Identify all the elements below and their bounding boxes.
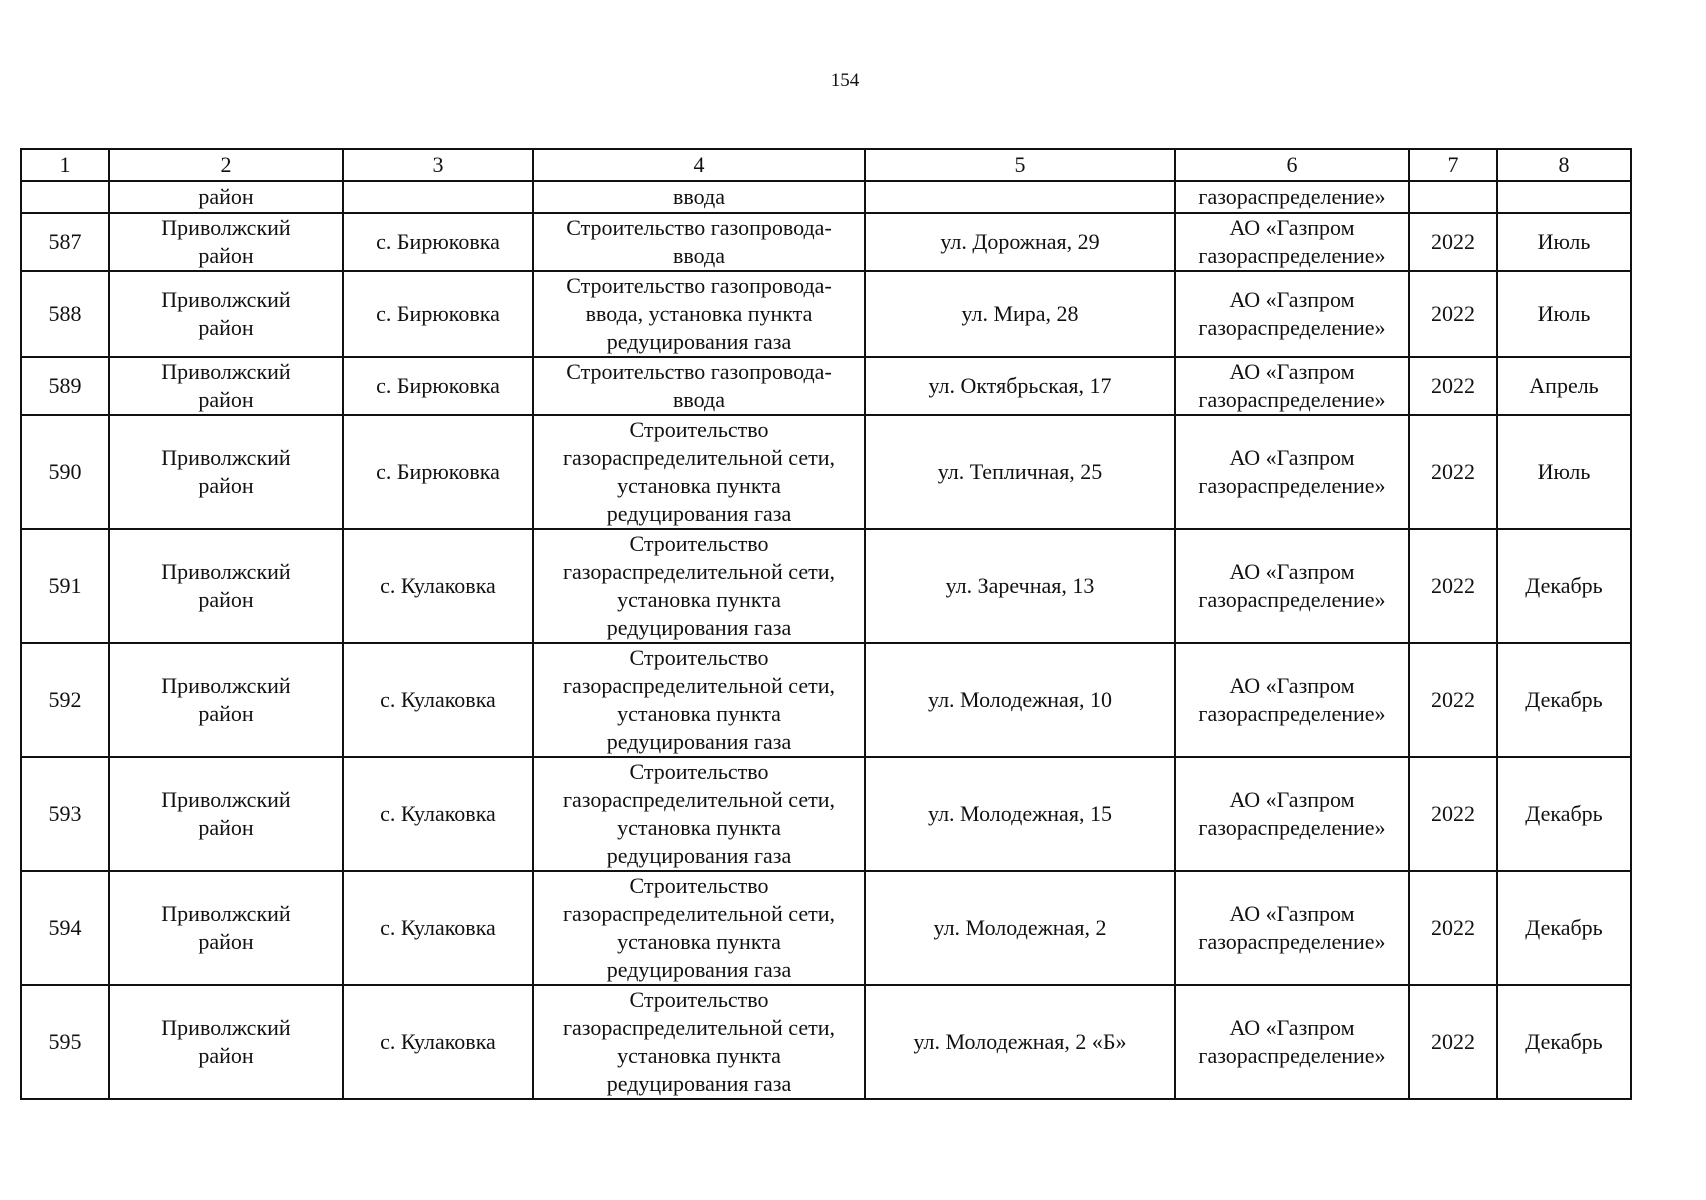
settlement-cell: с. Бирюковка bbox=[343, 213, 533, 271]
month-cell: Декабрь bbox=[1497, 643, 1631, 757]
work-cell: Строительство газораспределительной сети, установка пункта редуцирования газа bbox=[533, 985, 865, 1099]
operator-cell: АО «Газпром газораспределение» bbox=[1175, 213, 1409, 271]
operator-cell: АО «Газпром газораспределение» bbox=[1175, 529, 1409, 643]
month-cell: Июль bbox=[1497, 415, 1631, 529]
year-cell: 2022 bbox=[1409, 271, 1497, 357]
district-cell: Приволжский район bbox=[109, 415, 343, 529]
page-number: 154 bbox=[830, 70, 860, 91]
district-cell: Приволжский район bbox=[109, 357, 343, 415]
table-row bbox=[21, 357, 1631, 415]
table-body bbox=[21, 149, 1631, 1099]
operator-cell: АО «Газпром газораспределение» bbox=[1175, 271, 1409, 357]
year-cell: 2022 bbox=[1409, 529, 1497, 643]
work-cell: Строительство газораспределительной сети, установка пункта редуцирования газа bbox=[533, 757, 865, 871]
operator-cell: АО «Газпром газораспределение» bbox=[1175, 643, 1409, 757]
operator-cell: АО «Газпром газораспределение» bbox=[1175, 985, 1409, 1099]
settlement-cell: с. Кулаковка bbox=[343, 985, 533, 1099]
year-cell: 2022 bbox=[1409, 357, 1497, 415]
continuation-cell bbox=[343, 181, 533, 213]
year-cell: 2022 bbox=[1409, 871, 1497, 985]
column-number: 6 bbox=[1175, 149, 1409, 181]
column-number-row bbox=[21, 149, 1631, 181]
continuation-operator: газораспределение» bbox=[1175, 181, 1409, 213]
settlement-cell: с. Кулаковка bbox=[343, 871, 533, 985]
work-cell: Строительство газопровода- ввода bbox=[533, 213, 865, 271]
address-cell: ул. Мира, 28 bbox=[865, 271, 1175, 357]
district-cell: Приволжский район bbox=[109, 271, 343, 357]
district-cell: Приволжский район bbox=[109, 213, 343, 271]
continuation-cell bbox=[21, 181, 109, 213]
work-cell: Строительство газораспределительной сети, установка пункта редуцирования газа bbox=[533, 871, 865, 985]
continuation-cell bbox=[1409, 181, 1497, 213]
address-cell: ул. Тепличная, 25 bbox=[865, 415, 1175, 529]
month-cell: Июль bbox=[1497, 213, 1631, 271]
address-cell: ул. Дорожная, 29 bbox=[865, 213, 1175, 271]
district-cell: Приволжский район bbox=[109, 985, 343, 1099]
row-number: 595 bbox=[21, 985, 109, 1099]
row-number: 587 bbox=[21, 213, 109, 271]
row-number: 590 bbox=[21, 415, 109, 529]
settlement-cell: с. Кулаковка bbox=[343, 643, 533, 757]
table-row bbox=[21, 643, 1631, 757]
operator-cell: АО «Газпром газораспределение» bbox=[1175, 757, 1409, 871]
address-cell: ул. Октябрьская, 17 bbox=[865, 357, 1175, 415]
settlement-cell: с. Бирюковка bbox=[343, 415, 533, 529]
district-cell: Приволжский район bbox=[109, 757, 343, 871]
work-cell: Строительство газораспределительной сети, установка пункта редуцирования газа bbox=[533, 415, 865, 529]
month-cell: Декабрь bbox=[1497, 871, 1631, 985]
table-row bbox=[21, 415, 1631, 529]
operator-cell: АО «Газпром газораспределение» bbox=[1175, 415, 1409, 529]
work-cell: Строительство газораспределительной сети, установка пункта редуцирования газа bbox=[533, 529, 865, 643]
district-cell: Приволжский район bbox=[109, 643, 343, 757]
month-cell: Апрель bbox=[1497, 357, 1631, 415]
district-cell: Приволжский район bbox=[109, 871, 343, 985]
row-number: 593 bbox=[21, 757, 109, 871]
continuation-work: ввода bbox=[533, 181, 865, 213]
continuation-cell bbox=[1497, 181, 1631, 213]
operator-cell: АО «Газпром газораспределение» bbox=[1175, 357, 1409, 415]
row-number: 594 bbox=[21, 871, 109, 985]
address-cell: ул. Молодежная, 2 bbox=[865, 871, 1175, 985]
column-number: 5 bbox=[865, 149, 1175, 181]
address-cell: ул. Заречная, 13 bbox=[865, 529, 1175, 643]
row-number: 589 bbox=[21, 357, 109, 415]
column-number: 8 bbox=[1497, 149, 1631, 181]
table-row bbox=[21, 985, 1631, 1099]
column-number: 1 bbox=[21, 149, 109, 181]
address-cell: ул. Молодежная, 15 bbox=[865, 757, 1175, 871]
year-cell: 2022 bbox=[1409, 643, 1497, 757]
work-cell: Строительство газопровода- ввода, установка пункта редуцирования газа bbox=[533, 271, 865, 357]
year-cell: 2022 bbox=[1409, 757, 1497, 871]
row-number: 592 bbox=[21, 643, 109, 757]
table-row bbox=[21, 271, 1631, 357]
year-cell: 2022 bbox=[1409, 985, 1497, 1099]
column-number: 4 bbox=[533, 149, 865, 181]
settlement-cell: с. Кулаковка bbox=[343, 757, 533, 871]
column-number: 3 bbox=[343, 149, 533, 181]
work-cell: Строительство газораспределительной сети, установка пункта редуцирования газа bbox=[533, 643, 865, 757]
table-row bbox=[21, 529, 1631, 643]
row-number: 588 bbox=[21, 271, 109, 357]
operator-cell: АО «Газпром газораспределение» bbox=[1175, 871, 1409, 985]
month-cell: Декабрь bbox=[1497, 985, 1631, 1099]
year-cell: 2022 bbox=[1409, 415, 1497, 529]
month-cell: Июль bbox=[1497, 271, 1631, 357]
address-cell: ул. Молодежная, 10 bbox=[865, 643, 1175, 757]
table-row bbox=[21, 757, 1631, 871]
column-number: 2 bbox=[109, 149, 343, 181]
settlement-cell: с. Бирюковка bbox=[343, 271, 533, 357]
year-cell: 2022 bbox=[1409, 213, 1497, 271]
table-row bbox=[21, 871, 1631, 985]
table-row bbox=[21, 213, 1631, 271]
settlement-cell: с. Бирюковка bbox=[343, 357, 533, 415]
continuation-district: район bbox=[109, 181, 343, 213]
month-cell: Декабрь bbox=[1497, 757, 1631, 871]
settlement-cell: с. Кулаковка bbox=[343, 529, 533, 643]
row-number: 591 bbox=[21, 529, 109, 643]
gasification-table bbox=[20, 148, 1632, 1100]
column-number: 7 bbox=[1409, 149, 1497, 181]
work-cell: Строительство газопровода- ввода bbox=[533, 357, 865, 415]
continuation-row bbox=[21, 181, 1631, 213]
district-cell: Приволжский район bbox=[109, 529, 343, 643]
address-cell: ул. Молодежная, 2 «Б» bbox=[865, 985, 1175, 1099]
continuation-cell bbox=[865, 181, 1175, 213]
month-cell: Декабрь bbox=[1497, 529, 1631, 643]
